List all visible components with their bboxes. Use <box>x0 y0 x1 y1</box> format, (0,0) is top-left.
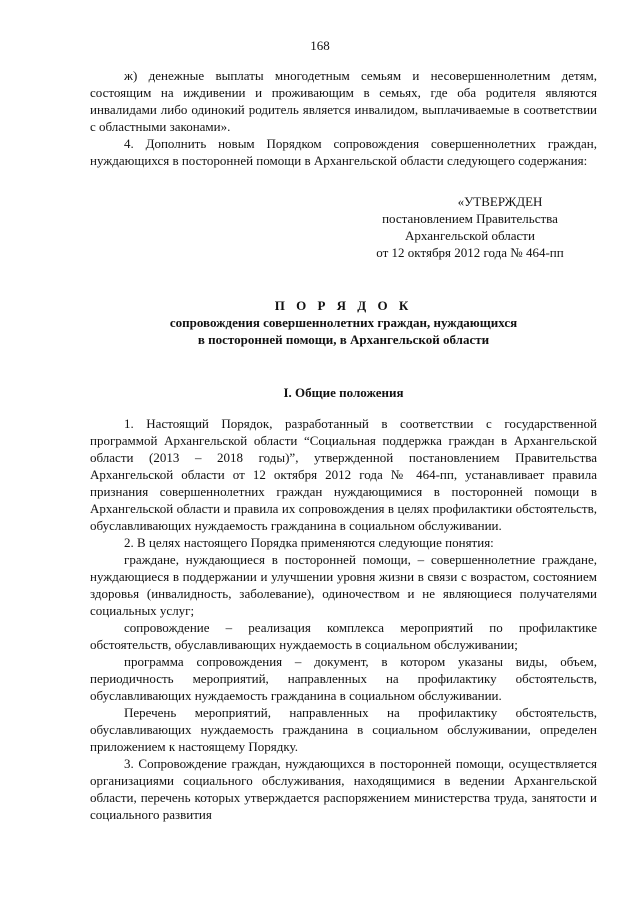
title-line-2: сопровождения совершеннолетних граждан, нуждающихся <box>169 315 518 330</box>
paragraph-2: 2. В целях настоящего Порядка применяются следующие понятия: <box>124 535 494 550</box>
approved-line-1: «УТВЕРЖДЕН <box>457 194 543 209</box>
page-number: 168 <box>310 38 330 53</box>
title-line-3: в посторонней помощи, в Архангельской области <box>197 332 490 347</box>
paragraph-definition-program: программа сопровождения – документ, в котором указаны виды, объем, периодичность мероприятий, направленных на профилактику обстоятельств, обуславливающих нуждаемость гражданина в социальном обслуживании. <box>90 654 597 703</box>
approved-line-4: от 12 октября 2012 года № 464-пп <box>376 245 564 260</box>
approved-line-2: постановлением Правительства <box>382 211 558 226</box>
intro-text <box>90 67 597 169</box>
paragraph-measures-list: Перечень мероприятий, направленных на профилактику обстоятельств, обуславливающих нуждаемость гражданина в социальном обслуживании, определен приложением к настоящему Порядку. <box>90 705 597 754</box>
paragraph-4: 4. Дополнить новым Порядком сопровождения совершеннолетних граждан, нуждающихся в посторонней помощи в Архангельской области следующего содержания: <box>90 136 597 168</box>
body-text <box>90 415 597 823</box>
paragraph-3: 3. Сопровождение граждан, нуждающихся в посторонней помощи, осуществляется организациями социального обслуживания, находящимися в ведении Архангельской области, перечень которых утверждается распоряжением министерства труда, занятости и социального развития <box>90 756 597 822</box>
approved-line-3: Архангельской области <box>405 228 535 243</box>
approval-stamp-block <box>340 193 600 261</box>
section-heading: I. Общие положения <box>283 385 404 400</box>
title-word: П О Р Я Д О К <box>274 298 413 313</box>
paragraph-zh: ж) денежные выплаты многодетным семьям и несовершеннолетним детям, состоящим на иждивении и проживающим в семьях, где оба родителя являются инвалидами либо одинокий родитель является инвалидом, выплачиваемые в соответствии с областными законами». <box>90 68 597 134</box>
document-title <box>90 297 597 348</box>
paragraph-definition-support: сопровождение – реализация комплекса мероприятий по профилактике обстоятельств, обуславливающих нуждаемость в социальном обслуживании; <box>90 620 597 652</box>
paragraph-definition-citizens: граждане, нуждающиеся в посторонней помощи, – совершеннолетние граждане, нуждающиеся в поддержании и улучшении уровня жизни в связи с возрастом, состоянием здоровья (инвалидность, заболевание), одиночеством и не являющиеся получателями социальных услуг; <box>90 552 597 618</box>
paragraph-1: 1. Настоящий Порядок, разработанный в соответствии с государственной программой Архангельской области “Социальная поддержка граждан в Архангельской области (2013 – 2018 годы)”, утвержденной постановлением Правительства Архангельской области от 12 октября 2012 года № 464-пп, устанавливает правила признания совершеннолетних граждан нуждающимися в посторонней помощи в Архангельской области и правила их сопровождения в целях профилактики обстоятельств, обуславливающих нуждаемость гражданина в социальном обслуживании. <box>90 416 597 533</box>
